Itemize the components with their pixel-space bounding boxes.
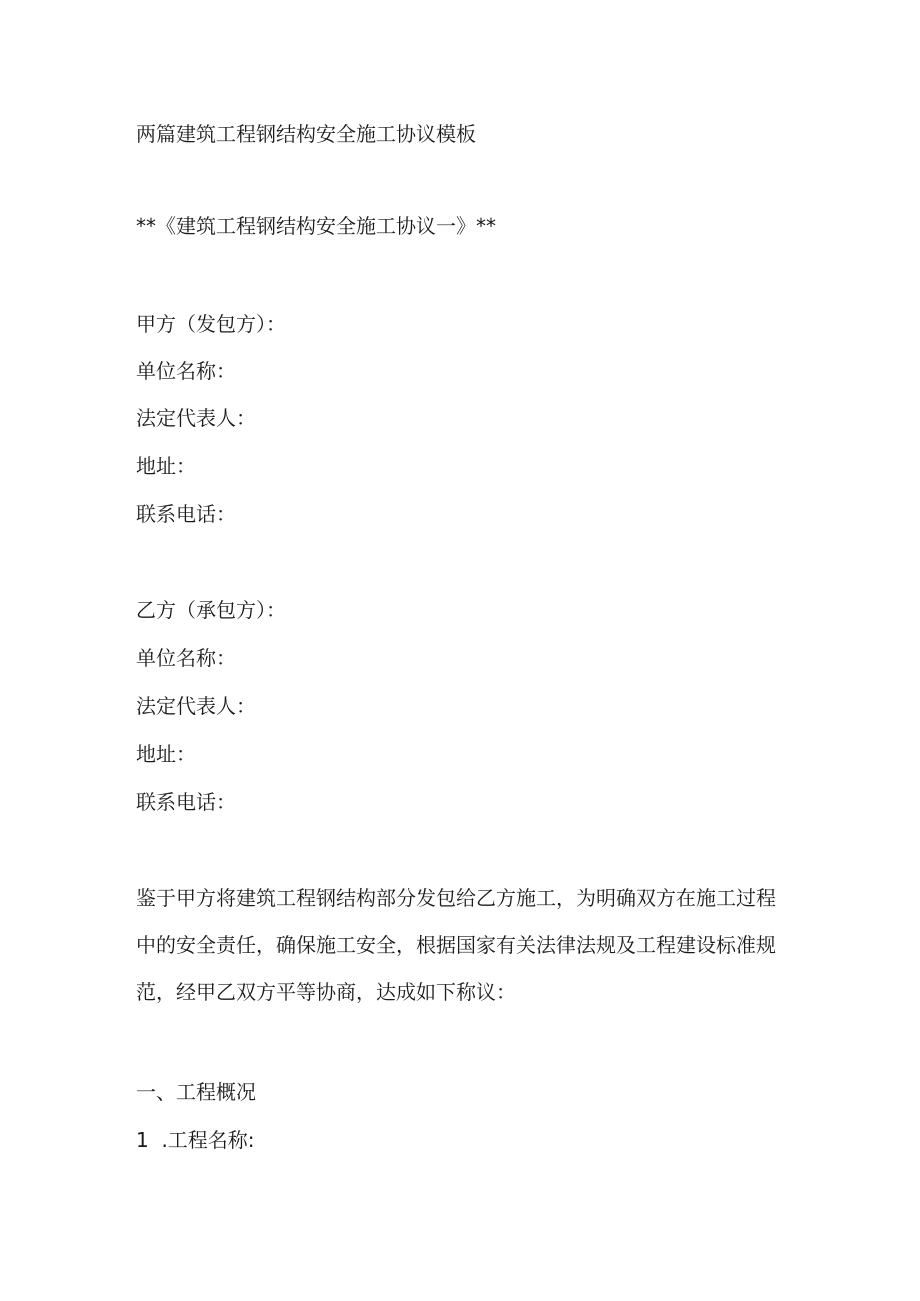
party-a-unit-name: 单位名称： [136,359,236,383]
section-1-heading: 一、工程概况 [136,1080,256,1104]
party-a-heading: 甲方（发包方）： [136,312,286,336]
party-b-phone: 联系电话： [136,790,236,814]
section-1-item-1: 1 .工程名称: [136,1128,255,1152]
party-a-address: 地址： [136,454,196,478]
preamble-paragraph [136,884,776,1025]
party-b-unit-name: 单位名称： [136,646,236,670]
party-a-legal-rep: 法定代表人： [136,406,256,430]
party-b-heading: 乙方（承包方）： [136,598,286,622]
preamble-line: 范，经甲乙双方平等协商，达成如下称议： [136,980,516,1004]
party-b-address: 地址： [136,742,196,766]
document-subtitle: **《建筑工程钢结构安全施工协议一》** [136,214,496,238]
party-b-legal-rep: 法定代表人： [136,694,256,718]
party-a-phone: 联系电话： [136,502,236,526]
preamble-line: 中的安全责任，确保施工安全，根据国家有关法律法规及工程建设标准规 [136,933,776,957]
document-title: 两篇建筑工程钢结构安全施工协议模板 [136,122,476,146]
preamble-line: 鉴于甲方将建筑工程钢结构部分发包给乙方施工，为明确双方在施工过程 [136,886,776,910]
